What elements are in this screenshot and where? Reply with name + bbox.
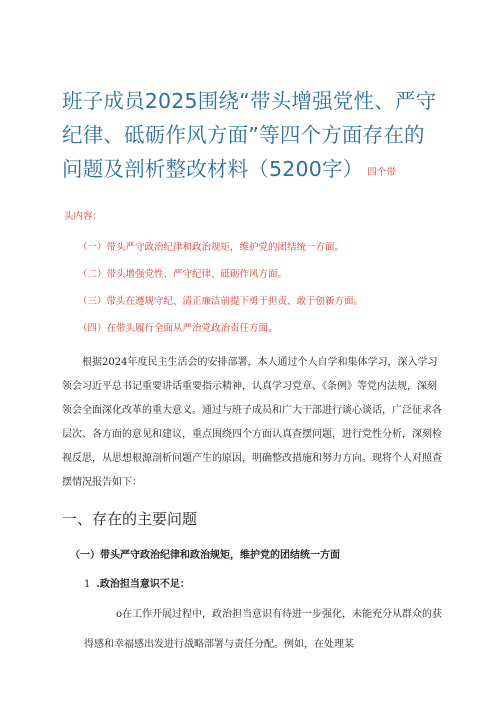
intro-paragraph: 根据2024年度民主生活会的安排部署，本人通过个人自学和集体学习，深入学习领会习近平总书记重要讲话重要指示精神，认真学习党章、《条例》等党内法规，深刻领会全面深化改革的重大意义。通过与班子成员和广大干部进行谈心谈话，广泛征求各层次、各方面的意见和建议，重点围绕四个方面认真查摆问题，进行党性分析，深刻检视反思，从思想根源剖析问题产生的原因，明确整改措施和努力方向。现将个人对照查摆情况报告如下： [62,357,442,488]
red-item: （二）带头增强党性、严守纪律、砥砺作风方面。 [78,269,288,280]
section-title: 一、存在的主要问题 [62,510,198,528]
subsection-title: （一）带头严守政治纪律和政治规矩，维护党的团结统一方面 [70,550,340,561]
red-item-list [78,234,363,342]
red-item: （三）带头在遵规守纪、清正廉洁前提下勇于担责、敢于创新方面。 [78,296,364,307]
item-number: 1 [84,579,91,590]
document-title [62,84,442,190]
title-suffix: 四个带 [367,167,396,178]
item-title: .政治担当意识不足： [96,579,190,590]
item-heading [84,575,190,590]
red-item: （四）在带头履行全面从严治党政治责任方面。 [78,323,278,334]
scope-label: 头内容： [64,211,103,222]
red-item: （一）带头严守政治纪律和政治规矩，维护党的团结统一方面。 [78,242,345,253]
detail-paragraph: o在工作开展过程中，政治担当意识有待进一步强化，未能充分从群众的获得感和幸福感出发进行战略部署与责任分配。例如，在处理某 [84,609,443,650]
title-text: 班子成员2025围绕“带头增强党性、严守纪律、砥砺作风方面”等四个方面存在的问题及剖析整改材料（5200字） [62,89,437,181]
